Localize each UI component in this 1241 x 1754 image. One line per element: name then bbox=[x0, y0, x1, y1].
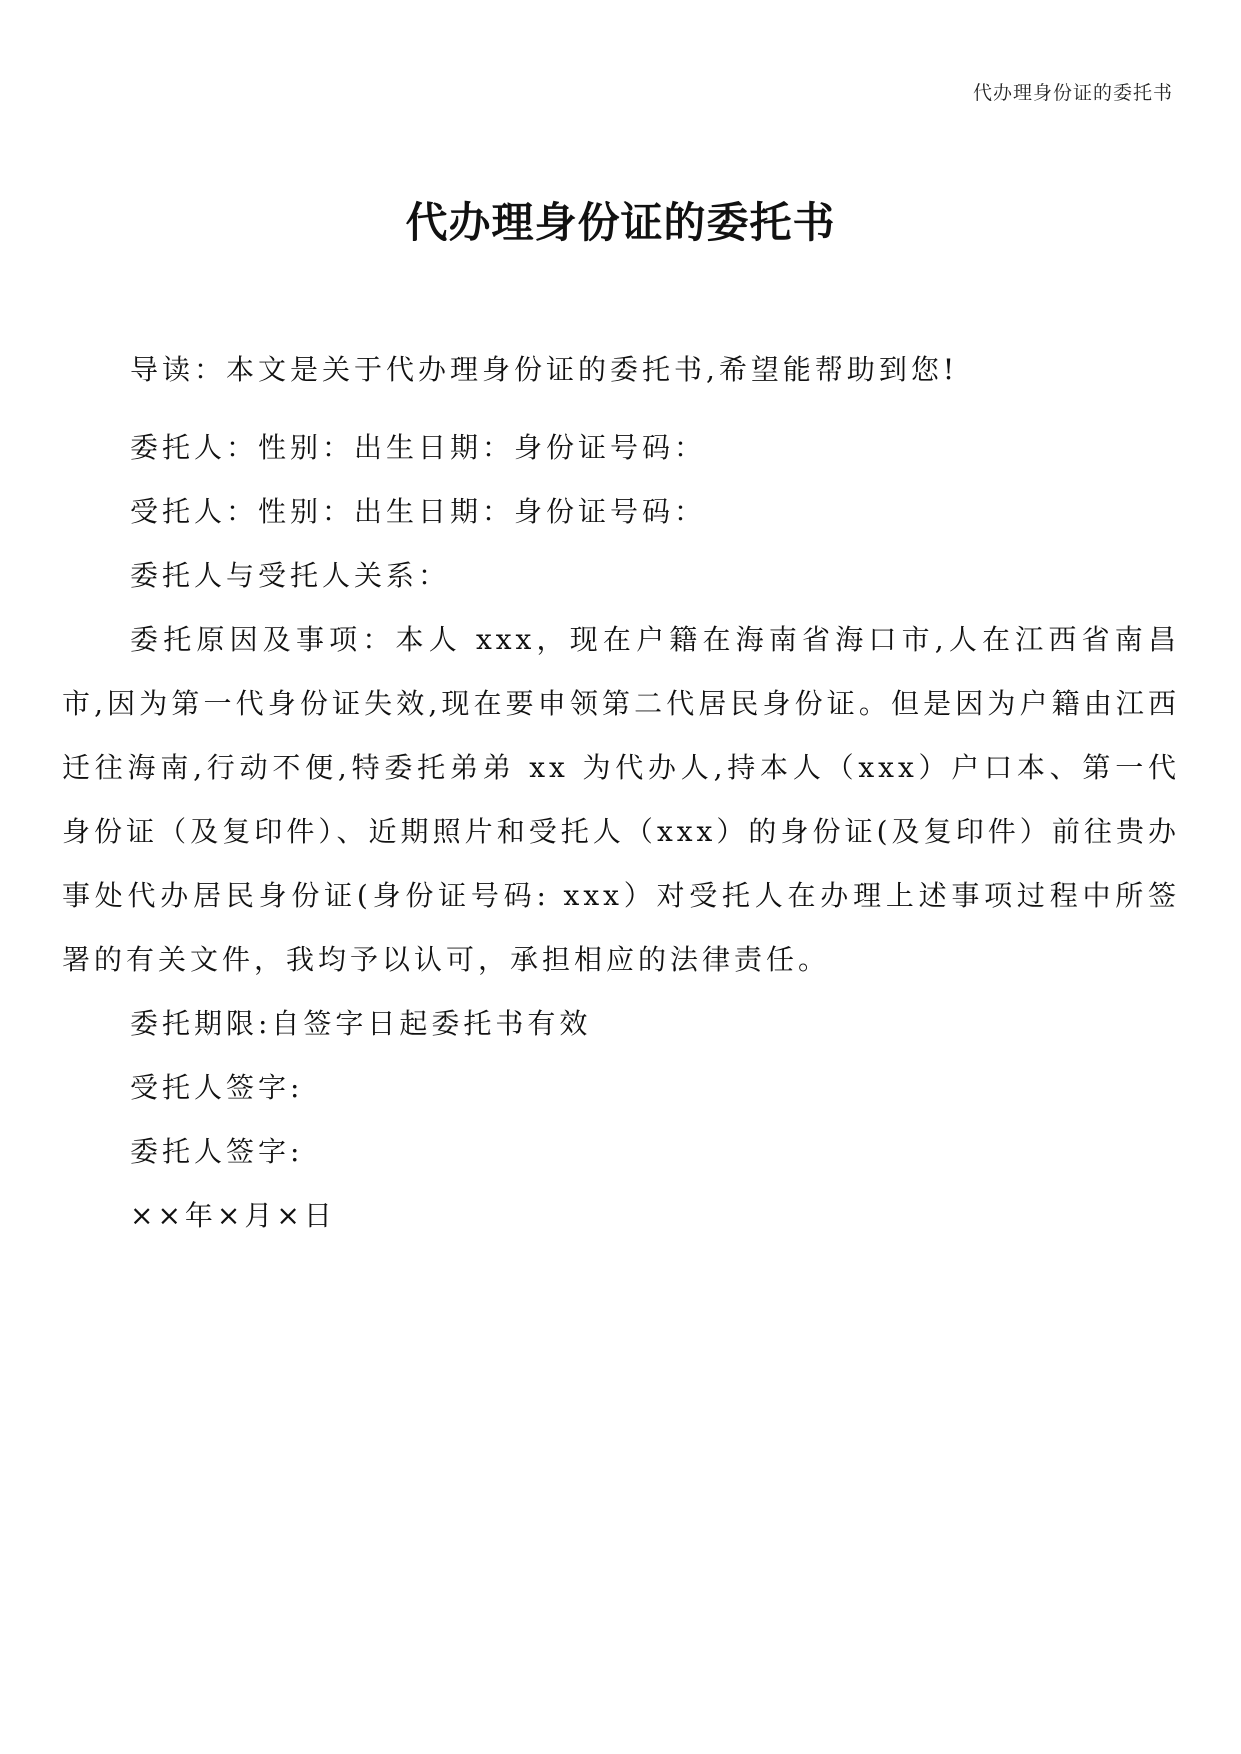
reason-paragraph: 委托原因及事项：本人 xxx，现在户籍在海南省海口市,人在江西省南昌市,因为第一代身份证失效,现在要申领第二代居民身份证。但是因为户籍由江西迁往海南,行动不便,特委托弟弟 xx 为代办人,持本人（xxx）户口本、第一代身份证（及复印件）、近期照片和受托人（xxx）的身份证(及复印件）前往贵办事处代办居民身份证(身份证号码: xxx）对受托人在办理上述事项过程中所签署的有关文件，我均予以认可，承担相应的法律责任。 bbox=[62, 623, 1180, 976]
term-line: 委托期限:自签字日起委托书有效 bbox=[130, 1007, 592, 1040]
document-title: 代办理身份证的委托书 bbox=[405, 198, 836, 247]
agent-info-line: 受托人：性别：出生日期：身份证号码： bbox=[130, 495, 707, 528]
date-line: ××年×月×日 bbox=[130, 1199, 336, 1232]
document-body bbox=[62, 338, 1180, 1248]
principal-signature-line: 委托人签字: bbox=[130, 1135, 304, 1168]
agent-signature-line: 受托人签字: bbox=[130, 1071, 304, 1104]
relationship-line: 委托人与受托人关系： bbox=[130, 559, 451, 592]
intro-paragraph: 导读：本文是关于代办理身份证的委托书,希望能帮助到您! bbox=[130, 353, 959, 386]
principal-info-line: 委托人：性别：出生日期：身份证号码： bbox=[130, 431, 707, 464]
running-header: 代办理身份证的委托书 bbox=[972, 82, 1173, 104]
